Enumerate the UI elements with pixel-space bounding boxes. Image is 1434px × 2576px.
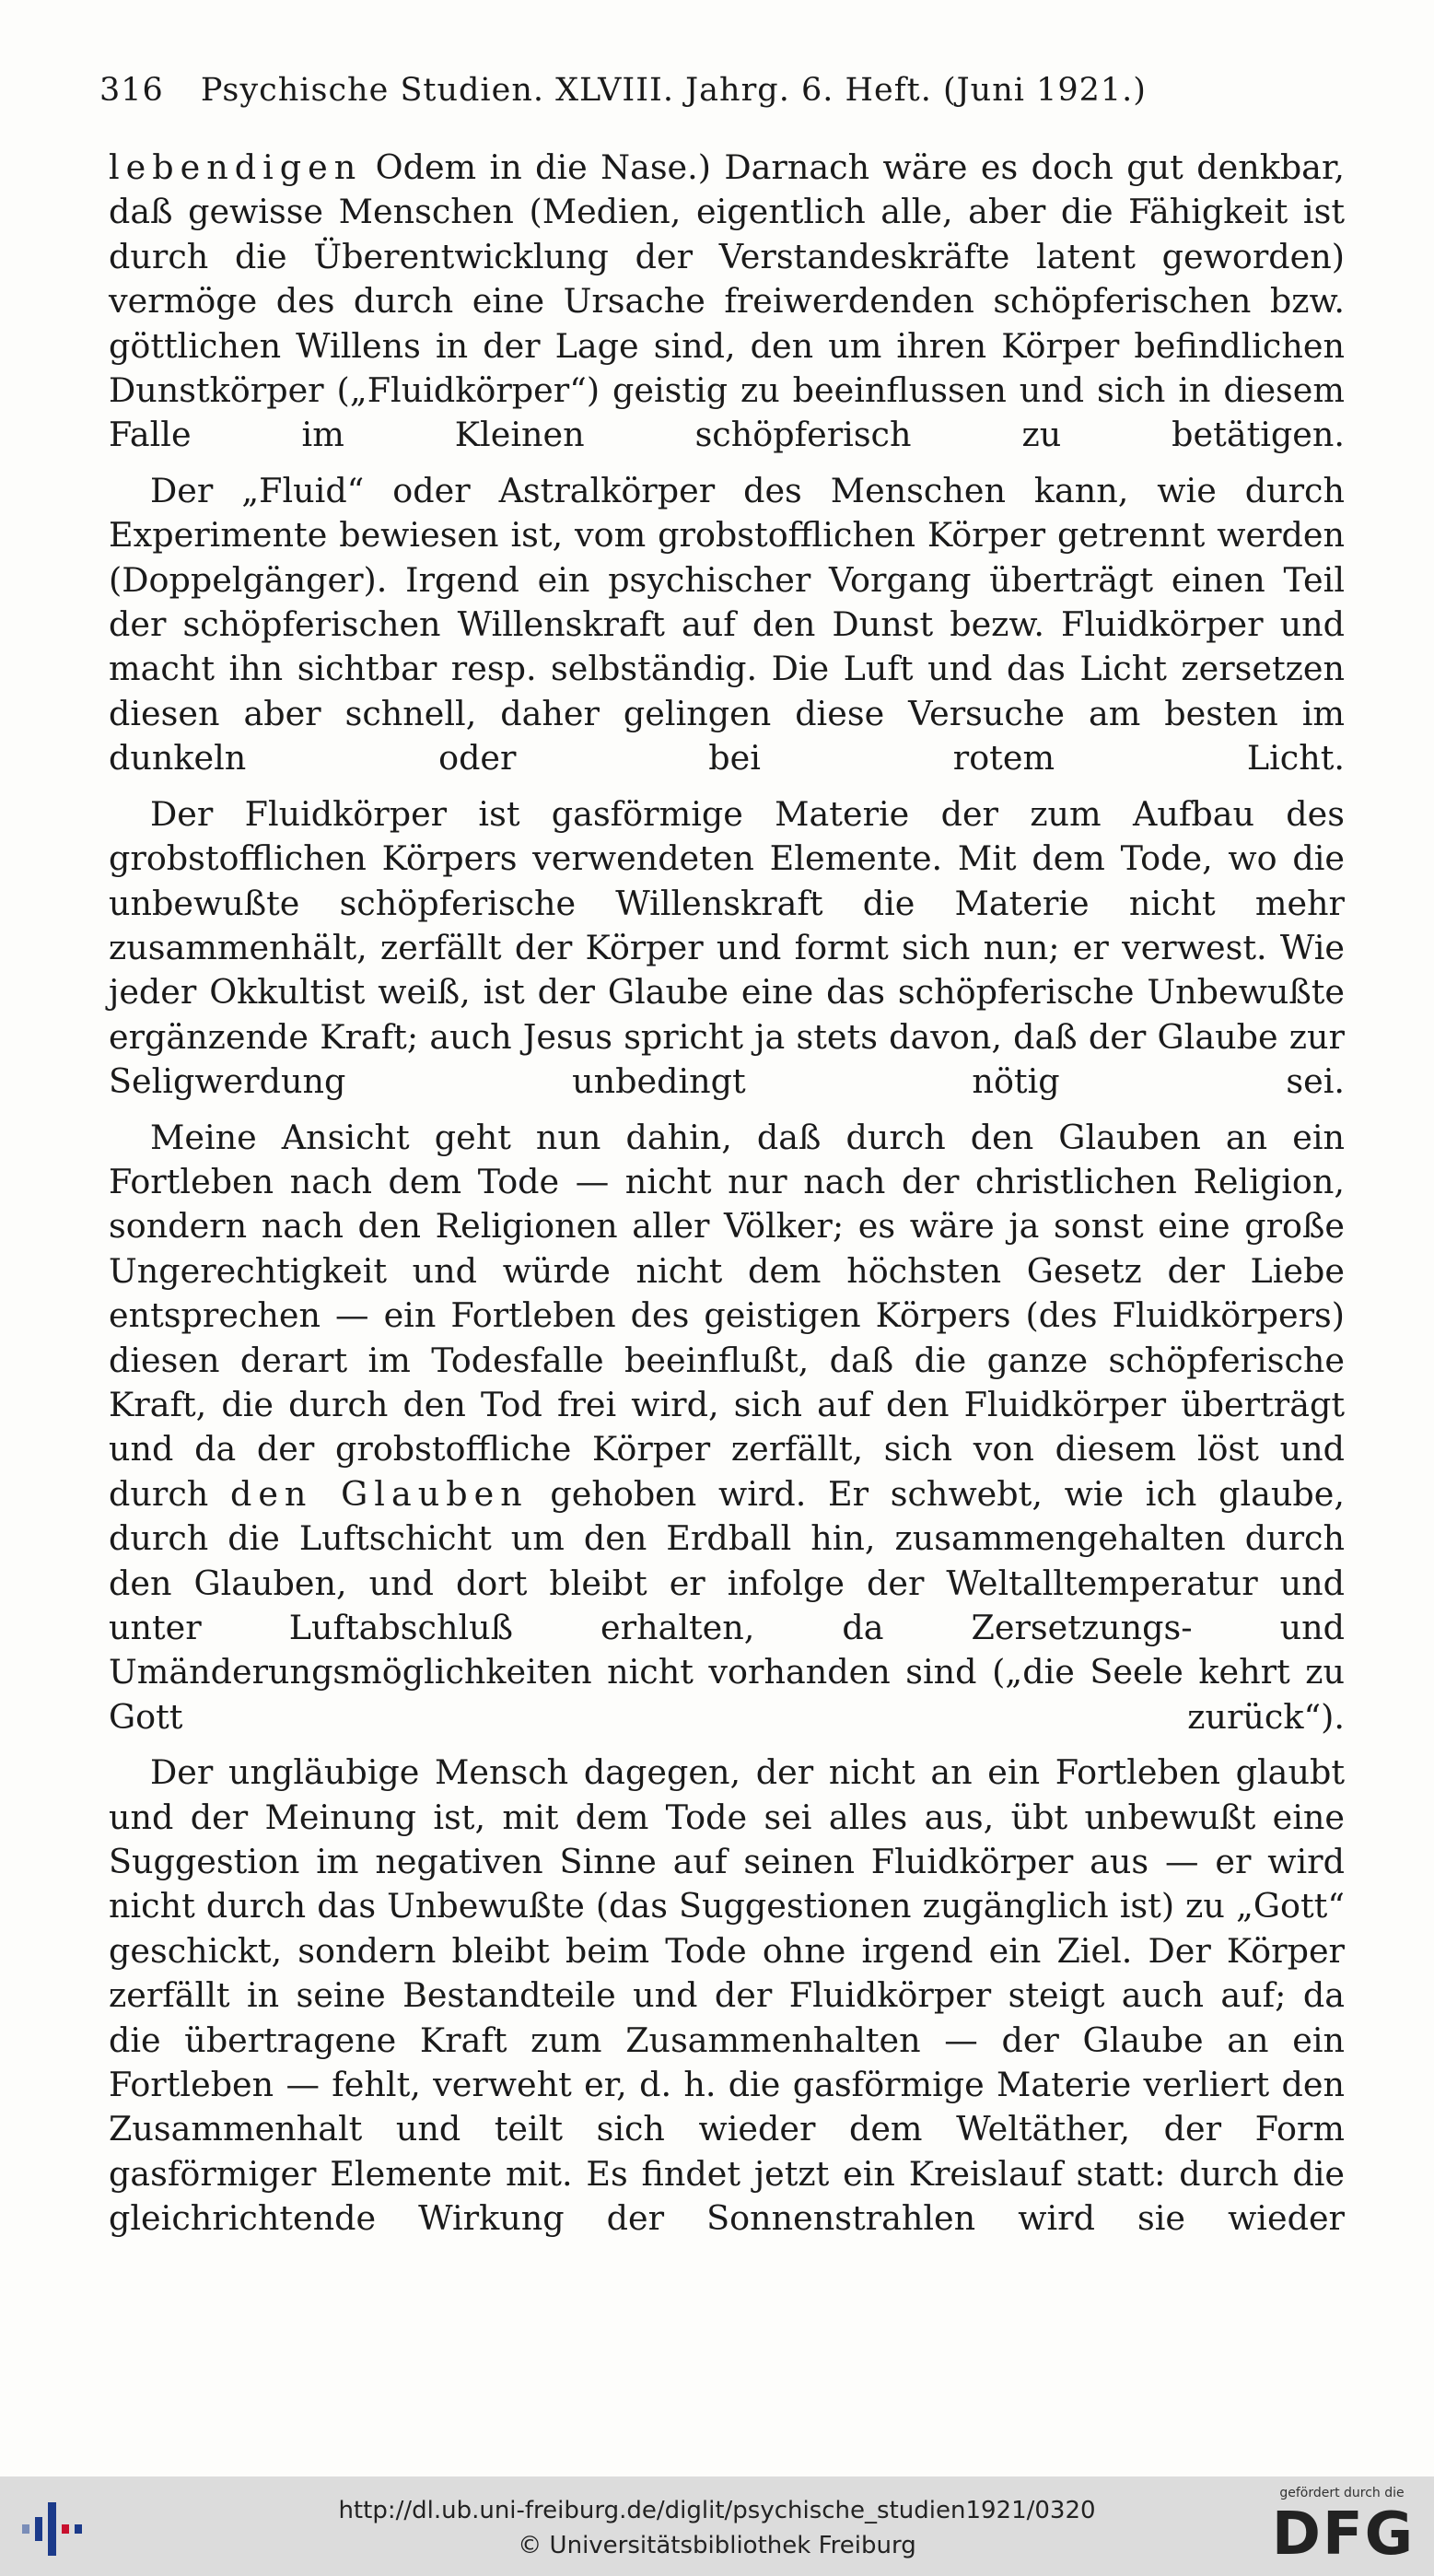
spaced-emphasis: den Glauben <box>229 1473 529 1514</box>
copyright-notice: © Universitätsbibliothek Freiburg <box>518 2532 916 2559</box>
running-title: Psychische Studien. XLVIII. Jahrg. 6. Heft. (Juni 1921.) <box>200 72 1147 109</box>
paragraph-4: Meine Ansicht geht nun dahin, daß durch den Glauben an ein Fortleben nach dem Tode — nicht nur nach der christlichen Religion, sondern nach den Religionen aller Völker; es wäre ja sonst eine große Ungerechtigkeit und würde nicht dem höchsten Gesetz der Liebe entsprechen — ein Fortleben des geistigen Körpers (des Fluidkörpers) diesen derart im Todesfalle beeinflußt, daß die ganze schöpferische Kraft, die durch den Tod frei wird, sich auf den Fluidkörper überträgt und da der grobstoffliche Körper zerfällt, sich von diesem löst und durch den Glauben gehoben wird. Er schwebt, wie ich glaube, durch die Luftschicht um den Erdball hin, zusammengehalten durch den Glauben, und dort bleibt er infolge der Weltalltemperatur und unter Luftabschluß erhalten, da Zersetzungs- und Umänderungsmöglichkeiten nicht vorhanden sind („die Seele kehrt zu Gott zurück“). <box>109 1117 1345 1737</box>
paragraph-2: Der „Fluid“ oder Astralkörper des Menschen kann, wie durch Experimente bewiesen ist, vom grobstofflichen Körper getrennt werden (Doppelgänger). Irgend ein psychischer Vorgang überträgt einen Teil der schöpferischen Willenskraft auf den Dunst bezw. Fluidkörper und macht ihn sichtbar resp. selbständig. Die Luft und das Licht zersetzen diesen aber schnell, daher gelingen diese Versuche am besten im dunkeln oder bei rotem Licht. <box>109 470 1345 779</box>
footer-bar <box>0 2476 1434 2576</box>
page-number: 316 <box>99 72 164 109</box>
running-header <box>99 72 1352 109</box>
dfg-logo: DFG <box>1271 2500 1416 2569</box>
body-text <box>109 146 1345 2253</box>
paragraph-3: Der Fluidkörper ist gasförmige Materie der zum Aufbau des grobstofflichen Körpers verwendeten Elemente. Mit dem Tode, wo die unbewußte schöpferische Willenskraft die Materie nicht mehr zusammenhält, zerfällt der Körper und formt sich nun; er verwest. Wie jeder Okkultist weiß, ist der Glaube eine das schöpferische Unbewußte ergänzende Kraft; auch Jesus spricht ja stets davon, daß der Glaube zur Seligwerdung unbedingt nötig sei. <box>109 793 1345 1102</box>
source-url[interactable]: http://dl.ub.uni-freiburg.de/diglit/psychische_studien1921/0320 <box>338 2497 1096 2524</box>
sponsor-note: gefördert durch die <box>1279 2486 1405 2500</box>
paragraph-5: Der ungläubige Mensch dagegen, der nicht an ein Fortleben glaubt und der Meinung ist, mit dem Tode sei alles aus, übt unbewußt eine Suggestion im negativen Sinne auf seinen Fluidkörper aus — er wird nicht durch das Unbewußte (das Suggestionen zugänglich ist) zu „Gott“ geschickt, sondern bleibt beim Tode ohne irgend ein Ziel. Der Körper zerfällt in seine Bestandteile und der Fluidkörper steigt auch auf; da die übertragene Kraft zum Zusammenhalten — der Glaube an ein Fortleben — fehlt, verweht er, d. h. die gasförmige Materie verliert den Zusammenhalt und teilt sich wieder dem Weltäther, der Form gasförmiger Elemente mit. Es findet jetzt ein Kreislauf statt: durch die gleichrichtende Wirkung der Sonnenstrahlen wird sie wieder <box>109 1752 1345 2239</box>
paragraph-1: lebendigen Odem in die Nase.) Darnach wäre es doch gut denkbar, daß gewisse Menschen (Medien, eigentlich alle, aber die Fähigkeit ist durch die Überentwicklung der Verstandeskräfte latent geworden) vermöge des durch eine Ursache freiwerdenden schöpferischen bzw. göttlichen Willens in der Lage sind, den um ihren Körper befindlichen Dunstkörper („Fluidkörper“) geistig zu beeinflussen und sich in diesem Falle im Kleinen schöpferisch zu betätigen. <box>109 147 1345 455</box>
spaced-emphasis: lebendigen <box>109 147 363 187</box>
